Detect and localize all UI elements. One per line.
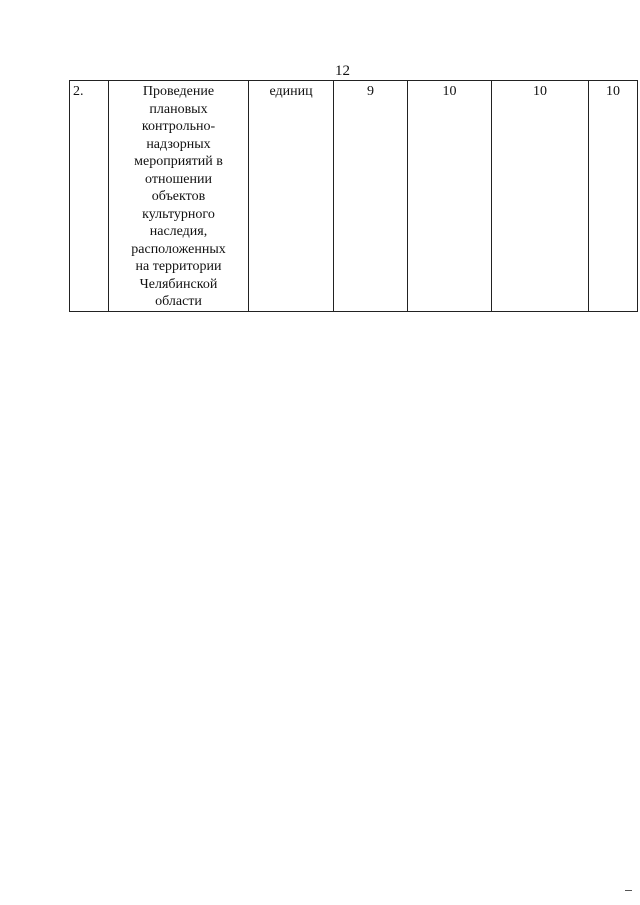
description-line: отношении (145, 171, 212, 187)
description-line: расположенных (131, 241, 226, 257)
description-line: надзорных (146, 136, 211, 152)
scan-mark (625, 890, 632, 891)
description-line: контрольно- (141, 119, 216, 134)
description-line: наследия, (149, 224, 208, 239)
description-line: плановых (149, 101, 208, 117)
value-cell-2: 10 (408, 81, 492, 312)
description-line: объектов (151, 189, 206, 204)
table-row (70, 81, 638, 312)
description-line: области (155, 294, 202, 309)
description-cell (109, 81, 249, 312)
description-line: Проведение (142, 84, 215, 99)
value-cell-3: 10 (492, 81, 589, 312)
value-cell-4: 10 (589, 81, 638, 312)
description-line: мероприятий в (134, 154, 223, 169)
value-cell-1: 9 (334, 81, 408, 312)
indicator-table (69, 80, 638, 312)
description-line: культурного (142, 206, 215, 222)
unit-cell: единиц (249, 81, 334, 312)
page-number: 12 (335, 63, 350, 79)
description-line: на территории (135, 259, 222, 274)
row-number-cell: 2. (70, 81, 109, 312)
description-line: Челябинской (139, 276, 218, 292)
